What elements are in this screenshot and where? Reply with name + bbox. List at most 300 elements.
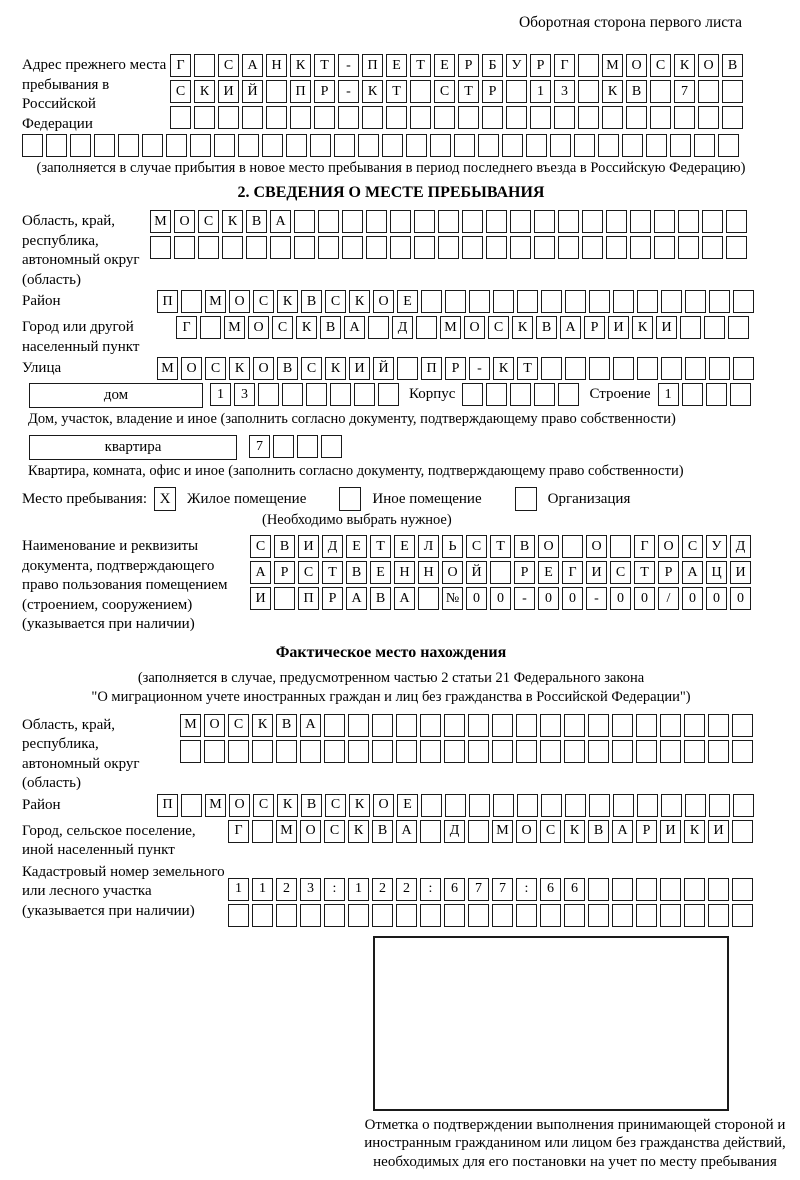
char-box[interactable] — [430, 134, 451, 157]
char-box[interactable]: А — [344, 316, 365, 339]
char-box[interactable]: С — [205, 357, 226, 380]
char-box[interactable] — [654, 210, 675, 233]
char-box[interactable]: Д — [444, 820, 465, 843]
char-box[interactable] — [582, 236, 603, 259]
char-box[interactable] — [314, 106, 335, 129]
char-box[interactable] — [382, 134, 403, 157]
char-box[interactable]: О — [300, 820, 321, 843]
char-box[interactable] — [530, 106, 551, 129]
char-box[interactable]: Г — [170, 54, 191, 77]
char-box[interactable] — [266, 106, 287, 129]
char-box[interactable]: С — [434, 80, 455, 103]
char-box[interactable] — [406, 134, 427, 157]
char-box[interactable] — [534, 236, 555, 259]
char-box[interactable] — [588, 714, 609, 737]
char-box[interactable] — [684, 904, 705, 927]
char-box[interactable] — [396, 714, 417, 737]
char-box[interactable] — [300, 904, 321, 927]
char-box[interactable] — [670, 134, 691, 157]
char-box[interactable] — [252, 904, 273, 927]
char-box[interactable]: 2 — [372, 878, 393, 901]
char-box[interactable]: С — [250, 535, 271, 558]
char-box[interactable]: А — [396, 820, 417, 843]
char-box[interactable] — [118, 134, 139, 157]
char-box[interactable] — [297, 435, 318, 458]
char-box[interactable]: П — [290, 80, 311, 103]
char-box[interactable] — [150, 236, 171, 259]
char-box[interactable] — [613, 290, 634, 313]
char-box[interactable] — [578, 106, 599, 129]
char-box[interactable] — [650, 80, 671, 103]
char-box[interactable]: А — [612, 820, 633, 843]
char-box[interactable] — [650, 106, 671, 129]
char-box[interactable]: Ь — [442, 535, 463, 558]
char-box[interactable] — [420, 714, 441, 737]
char-box[interactable] — [588, 904, 609, 927]
char-box[interactable] — [506, 80, 527, 103]
char-box[interactable]: Д — [322, 535, 343, 558]
char-box[interactable]: С — [253, 794, 274, 817]
char-box[interactable] — [558, 236, 579, 259]
char-box[interactable] — [46, 134, 67, 157]
char-box[interactable]: - — [514, 587, 535, 610]
char-box[interactable] — [678, 236, 699, 259]
char-box[interactable]: Т — [517, 357, 538, 380]
char-box[interactable] — [290, 106, 311, 129]
char-box[interactable]: Д — [730, 535, 751, 558]
char-box[interactable]: 0 — [562, 587, 583, 610]
char-box[interactable]: Т — [386, 80, 407, 103]
char-box[interactable]: К — [493, 357, 514, 380]
char-box[interactable] — [685, 794, 706, 817]
char-box[interactable] — [318, 236, 339, 259]
char-box[interactable]: - — [338, 80, 359, 103]
char-box[interactable] — [366, 236, 387, 259]
char-box[interactable]: О — [442, 561, 463, 584]
char-box[interactable]: О — [181, 357, 202, 380]
char-box[interactable] — [516, 714, 537, 737]
char-box[interactable]: К — [348, 820, 369, 843]
char-box[interactable]: Н — [266, 54, 287, 77]
char-box[interactable]: В — [536, 316, 557, 339]
char-box[interactable]: С — [198, 210, 219, 233]
char-box[interactable]: П — [157, 290, 178, 313]
char-box[interactable] — [510, 383, 531, 406]
char-box[interactable]: М — [276, 820, 297, 843]
char-box[interactable] — [684, 740, 705, 763]
char-box[interactable] — [685, 290, 706, 313]
char-box[interactable] — [558, 210, 579, 233]
char-box[interactable] — [368, 316, 389, 339]
char-box[interactable] — [252, 820, 273, 843]
char-box[interactable] — [262, 134, 283, 157]
char-box[interactable] — [502, 134, 523, 157]
char-box[interactable]: 6 — [564, 878, 585, 901]
char-box[interactable]: У — [506, 54, 527, 77]
char-box[interactable]: В — [722, 54, 743, 77]
char-box[interactable] — [722, 80, 743, 103]
char-box[interactable]: 1 — [228, 878, 249, 901]
char-box[interactable] — [266, 80, 287, 103]
char-box[interactable] — [181, 290, 202, 313]
char-box[interactable] — [622, 134, 643, 157]
char-box[interactable] — [709, 794, 730, 817]
char-box[interactable]: Т — [322, 561, 343, 584]
char-box[interactable]: Н — [394, 561, 415, 584]
char-box[interactable] — [733, 357, 754, 380]
char-box[interactable] — [486, 236, 507, 259]
char-box[interactable]: 1 — [348, 878, 369, 901]
char-box[interactable]: С — [272, 316, 293, 339]
char-box[interactable]: С — [218, 54, 239, 77]
char-box[interactable]: Р — [514, 561, 535, 584]
char-box[interactable]: 0 — [610, 587, 631, 610]
char-box[interactable]: С — [488, 316, 509, 339]
char-box[interactable]: И — [250, 587, 271, 610]
char-box[interactable]: О — [229, 794, 250, 817]
char-box[interactable]: К — [290, 54, 311, 77]
char-box[interactable] — [540, 714, 561, 737]
char-box[interactable]: Е — [386, 54, 407, 77]
char-box[interactable]: П — [362, 54, 383, 77]
char-box[interactable]: 3 — [234, 383, 255, 406]
char-box[interactable] — [420, 904, 441, 927]
char-box[interactable] — [228, 904, 249, 927]
char-box[interactable] — [142, 134, 163, 157]
char-box[interactable] — [678, 210, 699, 233]
char-box[interactable] — [613, 794, 634, 817]
char-box[interactable] — [732, 714, 753, 737]
char-box[interactable]: И — [656, 316, 677, 339]
char-box[interactable] — [564, 714, 585, 737]
char-box[interactable] — [420, 820, 441, 843]
char-box[interactable] — [706, 383, 727, 406]
char-box[interactable]: П — [298, 587, 319, 610]
char-box[interactable]: В — [626, 80, 647, 103]
char-box[interactable] — [386, 106, 407, 129]
char-box[interactable] — [358, 134, 379, 157]
char-box[interactable] — [438, 210, 459, 233]
char-box[interactable] — [589, 357, 610, 380]
char-box[interactable] — [468, 904, 489, 927]
char-box[interactable]: А — [394, 587, 415, 610]
char-box[interactable] — [306, 383, 327, 406]
char-box[interactable] — [420, 740, 441, 763]
char-box[interactable]: К — [229, 357, 250, 380]
char-box[interactable] — [469, 290, 490, 313]
char-box[interactable] — [468, 740, 489, 763]
char-box[interactable]: 7 — [492, 878, 513, 901]
char-box[interactable]: О — [373, 290, 394, 313]
char-box[interactable] — [517, 290, 538, 313]
char-box[interactable] — [534, 210, 555, 233]
char-box[interactable]: С — [610, 561, 631, 584]
char-box[interactable]: Р — [314, 80, 335, 103]
char-box[interactable]: 1 — [530, 80, 551, 103]
char-box[interactable] — [416, 316, 437, 339]
char-box[interactable]: 6 — [444, 878, 465, 901]
char-box[interactable] — [654, 236, 675, 259]
char-box[interactable]: 1 — [210, 383, 231, 406]
char-box[interactable] — [685, 357, 706, 380]
char-box[interactable] — [321, 435, 342, 458]
char-box[interactable] — [704, 316, 725, 339]
char-box[interactable]: 7 — [249, 435, 270, 458]
char-box[interactable] — [612, 904, 633, 927]
char-box[interactable]: Е — [370, 561, 391, 584]
char-box[interactable] — [372, 714, 393, 737]
char-box[interactable]: 1 — [658, 383, 679, 406]
char-box[interactable]: О — [516, 820, 537, 843]
char-box[interactable]: 0 — [466, 587, 487, 610]
char-box[interactable] — [684, 878, 705, 901]
char-box[interactable]: № — [442, 587, 463, 610]
char-box[interactable] — [200, 316, 221, 339]
char-box[interactable]: С — [466, 535, 487, 558]
char-box[interactable] — [636, 904, 657, 927]
char-box[interactable]: / — [658, 587, 679, 610]
char-box[interactable]: В — [301, 290, 322, 313]
char-box[interactable] — [630, 236, 651, 259]
char-box[interactable] — [372, 740, 393, 763]
char-box[interactable]: Й — [242, 80, 263, 103]
char-box[interactable] — [469, 794, 490, 817]
char-box[interactable] — [598, 134, 619, 157]
char-box[interactable] — [372, 904, 393, 927]
char-box[interactable] — [194, 106, 215, 129]
char-box[interactable] — [726, 236, 747, 259]
char-box[interactable]: С — [298, 561, 319, 584]
char-box[interactable] — [637, 357, 658, 380]
char-box[interactable]: Г — [228, 820, 249, 843]
char-box[interactable] — [612, 714, 633, 737]
char-box[interactable]: Е — [397, 290, 418, 313]
char-box[interactable] — [462, 383, 483, 406]
char-box[interactable] — [378, 383, 399, 406]
char-box[interactable] — [418, 587, 439, 610]
char-box[interactable] — [613, 357, 634, 380]
char-box[interactable] — [510, 210, 531, 233]
char-box[interactable]: П — [421, 357, 442, 380]
char-box[interactable] — [181, 794, 202, 817]
char-box[interactable] — [390, 210, 411, 233]
char-box[interactable] — [637, 794, 658, 817]
char-box[interactable] — [276, 740, 297, 763]
char-box[interactable]: Е — [434, 54, 455, 77]
char-box[interactable]: Т — [314, 54, 335, 77]
char-box[interactable] — [276, 904, 297, 927]
char-box[interactable]: К — [564, 820, 585, 843]
char-box[interactable] — [732, 820, 753, 843]
char-box[interactable] — [516, 904, 537, 927]
char-box[interactable]: С — [325, 794, 346, 817]
char-box[interactable] — [282, 383, 303, 406]
char-box[interactable] — [718, 134, 739, 157]
char-box[interactable]: А — [242, 54, 263, 77]
char-box[interactable] — [558, 383, 579, 406]
char-box[interactable] — [180, 740, 201, 763]
char-box[interactable] — [434, 106, 455, 129]
char-box[interactable]: - — [469, 357, 490, 380]
char-box[interactable] — [732, 740, 753, 763]
char-box[interactable] — [733, 290, 754, 313]
char-box[interactable] — [526, 134, 547, 157]
char-box[interactable]: М — [157, 357, 178, 380]
char-box[interactable]: Р — [530, 54, 551, 77]
char-box[interactable] — [492, 714, 513, 737]
char-box[interactable] — [338, 106, 359, 129]
char-box[interactable]: Т — [634, 561, 655, 584]
char-box[interactable] — [486, 210, 507, 233]
char-box[interactable] — [396, 904, 417, 927]
char-box[interactable] — [242, 106, 263, 129]
char-box[interactable]: Г — [634, 535, 655, 558]
char-box[interactable]: К — [602, 80, 623, 103]
char-box[interactable]: Й — [373, 357, 394, 380]
char-box[interactable] — [273, 435, 294, 458]
char-box[interactable]: 7 — [674, 80, 695, 103]
char-box[interactable]: Р — [322, 587, 343, 610]
char-box[interactable] — [541, 290, 562, 313]
char-box[interactable]: М — [224, 316, 245, 339]
char-box[interactable] — [646, 134, 667, 157]
char-box[interactable]: Т — [410, 54, 431, 77]
char-box[interactable] — [733, 794, 754, 817]
char-box[interactable] — [238, 134, 259, 157]
char-box[interactable] — [94, 134, 115, 157]
char-box[interactable] — [22, 134, 43, 157]
char-box[interactable]: 6 — [540, 878, 561, 901]
char-box[interactable]: Т — [370, 535, 391, 558]
char-box[interactable]: М — [205, 794, 226, 817]
char-box[interactable] — [294, 236, 315, 259]
char-box[interactable]: К — [512, 316, 533, 339]
char-box[interactable] — [606, 210, 627, 233]
char-box[interactable]: С — [228, 714, 249, 737]
char-box[interactable] — [396, 740, 417, 763]
char-box[interactable]: Н — [418, 561, 439, 584]
char-box[interactable]: Й — [466, 561, 487, 584]
char-box[interactable] — [722, 106, 743, 129]
char-box[interactable] — [228, 740, 249, 763]
char-box[interactable] — [564, 904, 585, 927]
char-box[interactable] — [246, 236, 267, 259]
char-box[interactable]: К — [349, 290, 370, 313]
char-box[interactable]: К — [684, 820, 705, 843]
char-box[interactable] — [300, 740, 321, 763]
char-box[interactable]: Р — [584, 316, 605, 339]
char-box[interactable]: 0 — [538, 587, 559, 610]
char-box[interactable]: И — [218, 80, 239, 103]
char-box[interactable] — [694, 134, 715, 157]
char-box[interactable] — [730, 383, 751, 406]
char-box[interactable] — [214, 134, 235, 157]
char-box[interactable] — [445, 290, 466, 313]
char-box[interactable] — [486, 383, 507, 406]
char-box[interactable]: 0 — [706, 587, 727, 610]
char-box[interactable]: Ц — [706, 561, 727, 584]
char-box[interactable] — [588, 878, 609, 901]
char-box[interactable]: К — [277, 794, 298, 817]
char-box[interactable]: И — [660, 820, 681, 843]
char-box[interactable]: В — [320, 316, 341, 339]
char-box[interactable] — [636, 714, 657, 737]
char-box[interactable] — [454, 134, 475, 157]
char-box[interactable]: - — [338, 54, 359, 77]
char-box[interactable] — [540, 904, 561, 927]
char-box[interactable]: О — [373, 794, 394, 817]
char-box[interactable]: И — [298, 535, 319, 558]
char-box[interactable] — [541, 794, 562, 817]
char-box[interactable]: Б — [482, 54, 503, 77]
char-box[interactable] — [588, 740, 609, 763]
char-box[interactable] — [170, 106, 191, 129]
char-box[interactable] — [578, 80, 599, 103]
char-box[interactable] — [174, 236, 195, 259]
char-box[interactable] — [348, 740, 369, 763]
char-box[interactable] — [636, 740, 657, 763]
char-box[interactable]: В — [346, 561, 367, 584]
char-box[interactable]: И — [586, 561, 607, 584]
char-box[interactable]: Р — [482, 80, 503, 103]
char-box[interactable]: Г — [562, 561, 583, 584]
char-box[interactable] — [444, 740, 465, 763]
char-box[interactable]: К — [296, 316, 317, 339]
char-box[interactable] — [565, 357, 586, 380]
char-box[interactable] — [578, 54, 599, 77]
char-box[interactable]: 0 — [682, 587, 703, 610]
char-box[interactable]: 3 — [300, 878, 321, 901]
char-box[interactable]: О — [229, 290, 250, 313]
char-box[interactable] — [612, 740, 633, 763]
char-box[interactable]: Е — [538, 561, 559, 584]
char-box[interactable]: С — [325, 290, 346, 313]
char-box[interactable]: В — [277, 357, 298, 380]
char-box[interactable] — [458, 106, 479, 129]
char-box[interactable]: В — [276, 714, 297, 737]
char-box[interactable] — [660, 878, 681, 901]
char-box[interactable]: Р — [458, 54, 479, 77]
char-box[interactable]: А — [270, 210, 291, 233]
char-box[interactable] — [410, 106, 431, 129]
char-box[interactable] — [626, 106, 647, 129]
char-box[interactable]: : — [516, 878, 537, 901]
char-box[interactable] — [342, 236, 363, 259]
char-box[interactable] — [606, 236, 627, 259]
char-box[interactable] — [324, 904, 345, 927]
char-box[interactable] — [564, 740, 585, 763]
char-box[interactable]: В — [514, 535, 535, 558]
char-box[interactable] — [397, 357, 418, 380]
char-box[interactable] — [334, 134, 355, 157]
char-box[interactable]: М — [205, 290, 226, 313]
char-box[interactable] — [732, 878, 753, 901]
char-box[interactable] — [218, 106, 239, 129]
char-box[interactable]: С — [170, 80, 191, 103]
char-box[interactable] — [348, 904, 369, 927]
char-box[interactable] — [324, 740, 345, 763]
char-box[interactable] — [348, 714, 369, 737]
char-box[interactable] — [222, 236, 243, 259]
char-box[interactable] — [708, 878, 729, 901]
char-box[interactable] — [492, 740, 513, 763]
char-box[interactable] — [661, 357, 682, 380]
char-box[interactable] — [702, 210, 723, 233]
char-box[interactable] — [582, 210, 603, 233]
char-box[interactable] — [637, 290, 658, 313]
char-box[interactable]: О — [586, 535, 607, 558]
char-box[interactable] — [534, 383, 555, 406]
